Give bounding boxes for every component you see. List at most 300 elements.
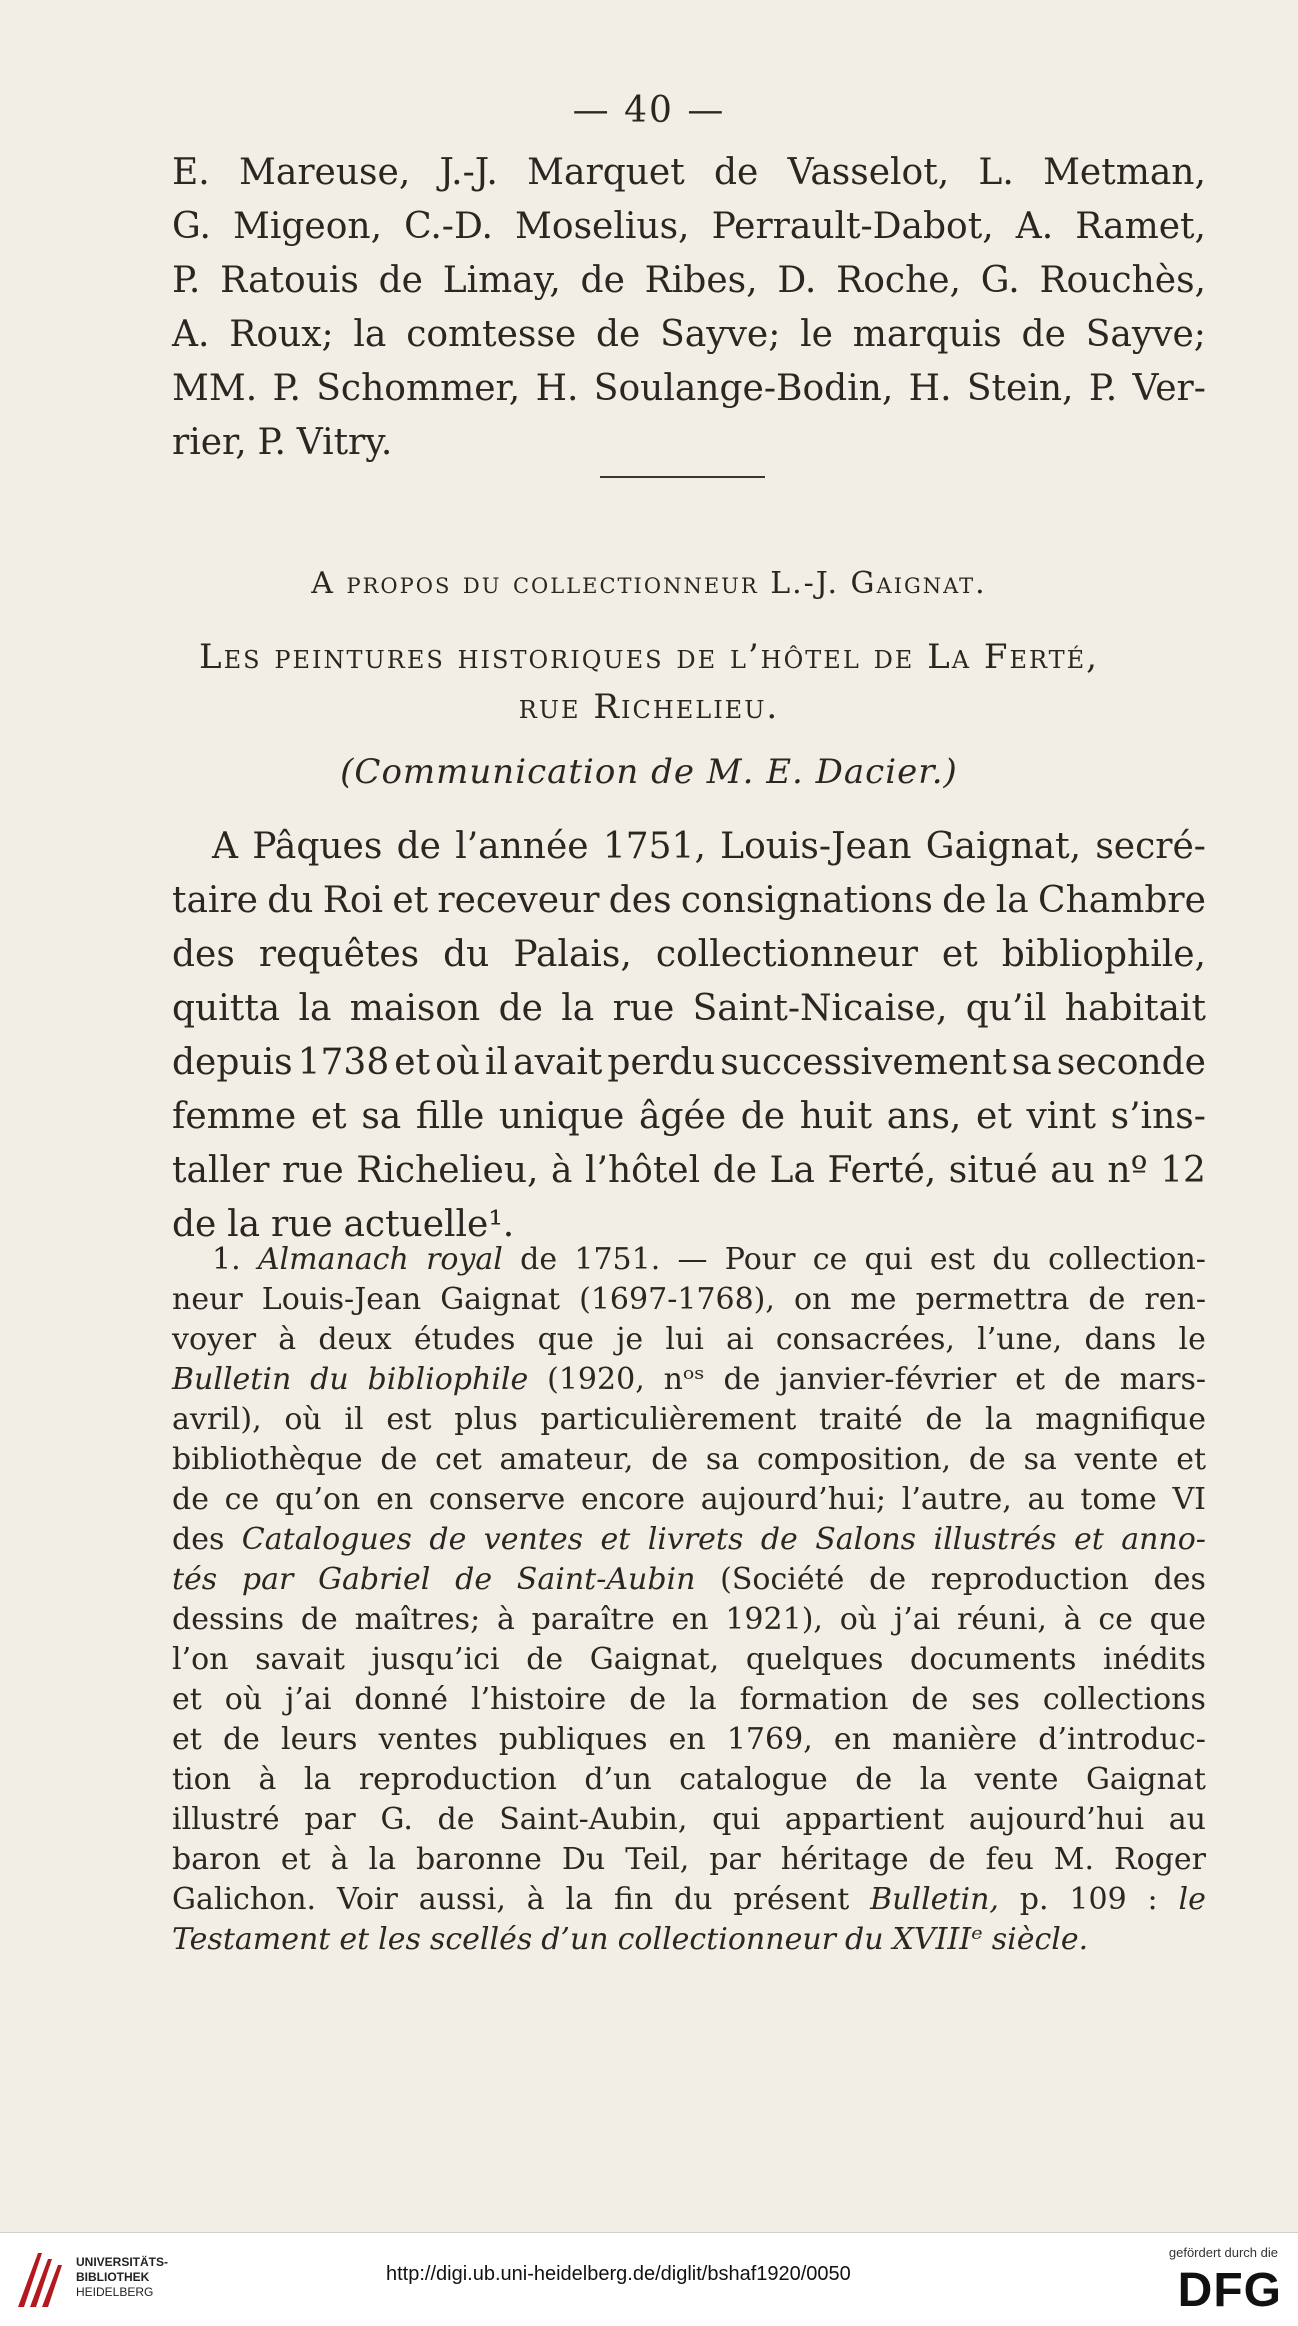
word: de [437,1802,475,1837]
word: encore [580,1482,686,1517]
footnote-line [172,1520,1206,1560]
word: l’on [172,1642,229,1677]
word: Louis-Jean [261,1282,422,1317]
word: Du [561,1842,606,1877]
word: est [929,1242,976,1277]
word: femme [172,1096,297,1137]
word: Ver- [1132,368,1206,409]
word: la [919,1762,948,1797]
word: des [172,934,235,975]
word: du [443,934,490,975]
word: catalogue [679,1762,828,1797]
word: Roi [322,880,384,921]
word: qu’on [274,1482,361,1517]
word: études [413,1322,516,1357]
word: en [668,1722,706,1757]
word: 109 [1069,1882,1127,1917]
word: à [330,1842,349,1877]
word: ventes [483,1522,583,1557]
word: héritage [780,1842,909,1877]
word: avait [513,1042,603,1083]
word: Migeon, [232,206,383,247]
word: et [172,1722,202,1757]
footnote-line [172,1440,1206,1480]
footnote [172,1240,1206,1960]
word: de [911,1682,949,1717]
word: MM. [172,368,258,409]
word: conserve [428,1482,566,1517]
word: 1751, [602,826,706,867]
body-line [172,820,1206,874]
word: de [651,1442,689,1477]
word: maîtres; [354,1602,481,1637]
body-line [172,1090,1206,1144]
word: reproduction [358,1762,557,1797]
word: Gabriel [318,1562,431,1597]
word: A. [1015,206,1054,247]
word: comtesse [406,314,577,355]
word: et [600,1522,631,1557]
word: à [278,1322,297,1357]
word: du [674,1882,713,1917]
word: collectionneur [617,1922,836,1957]
footnote-line [172,1760,1206,1800]
word: (1920, [547,1362,645,1397]
word: l’histoire [471,1682,607,1717]
word: seconde [1056,1042,1206,1083]
word: et [392,880,429,921]
word: que [537,1322,594,1357]
word: d’un [584,1762,652,1797]
communication-credit: (Communication de M. E. Dacier.) [340,752,958,792]
word: vint [1026,1096,1096,1137]
word: Testament [172,1922,331,1957]
footnote-line [172,1720,1206,1760]
word: de [713,152,759,193]
word: documents [910,1642,1077,1677]
section-heading: A propos du collectionneur L.-J. Gaignat. [311,566,987,601]
word: neur [172,1282,243,1317]
word: 1921), [725,1602,823,1637]
word: tés [172,1562,218,1597]
word: me [850,1282,897,1317]
word: traité [818,1402,903,1437]
footnote-line [172,1680,1206,1720]
word: ce [224,1482,260,1517]
word: Stein, [966,368,1074,409]
word: collection- [1048,1242,1206,1277]
word: Ramet, [1075,206,1206,247]
word: rue [282,1150,344,1191]
word: secré- [1095,826,1206,867]
word: lui [665,1322,704,1357]
word: ses [971,1682,1020,1717]
word: en [833,1722,871,1757]
word: (1697-1768), [579,1282,775,1317]
footnote-line [172,1360,1206,1400]
word: où [284,1402,322,1437]
word: âgée [638,1096,727,1137]
section-divider [600,476,765,478]
dfg-logo: DFG [1177,2264,1282,2317]
word: du [992,1242,1031,1277]
word: Roux; [229,314,334,355]
word: Saint-Nicaise, [692,988,948,1029]
word: de [760,1522,798,1557]
word: de [942,880,987,921]
word: Gaignat [440,1282,561,1317]
word: Roche, [836,260,961,301]
footnote-line [172,1240,1206,1280]
member-list-line [172,254,1206,308]
library-logo-icon [14,2249,64,2311]
word: que [1149,1602,1206,1637]
word: ai [726,1322,754,1357]
word: VI [1172,1482,1206,1517]
word: paraître [531,1602,655,1637]
word: quitta [172,988,281,1029]
word: Roger [1114,1842,1206,1877]
word: 1738 [297,1042,390,1083]
word: Gaignat [1085,1762,1206,1797]
word: manière [892,1722,1018,1757]
word: A [212,826,238,867]
word: ren- [1144,1282,1206,1317]
word: 1769, [726,1722,813,1757]
word: appartient [784,1802,945,1837]
word: deux [318,1322,392,1357]
word: je [616,1322,644,1357]
word: aujourd’hui [968,1802,1145,1837]
word: Ribes, [644,260,758,301]
word: en [376,1482,414,1517]
word: requêtes [258,934,420,975]
word: et [941,934,978,975]
word: Pâques [252,826,383,867]
word: la [298,988,332,1029]
word: plus [454,1402,518,1437]
word: Metman, [1043,152,1206,193]
word: bibliophile [367,1362,529,1397]
word: de [172,1482,209,1517]
word: de [968,1442,1006,1477]
word: la [561,988,595,1029]
word: 1. [212,1242,241,1277]
word: G. [380,1802,413,1837]
word: Moselius, [515,206,690,247]
member-list-line [172,200,1206,254]
word: Gaignat, [925,826,1082,867]
word: inédits [1102,1642,1206,1677]
word: receveur [437,880,600,921]
word: de [1088,1282,1126,1317]
footnote-line [172,1640,1206,1680]
word: rue [612,988,675,1029]
word: du [310,1362,349,1397]
word: de [629,1682,667,1717]
word: est [386,1402,432,1437]
word: les [378,1922,421,1957]
body-line [172,1036,1206,1090]
word: Sayve; [1085,314,1206,355]
word: Limay, [442,260,561,301]
word: Rouchès, [1039,260,1206,301]
word: Mareuse, [239,152,411,193]
word: la [995,880,1029,921]
word: par [304,1802,356,1837]
word: consacrées, [775,1322,955,1357]
word: nᵒˢ [663,1362,705,1397]
word: Galichon. [172,1882,317,1917]
word: baron [172,1842,261,1877]
word: Ferté, [827,1150,937,1191]
footnote-line [172,1920,1206,1960]
word: à [258,1762,277,1797]
word: Palais, [513,934,632,975]
word: Gaignat, [589,1642,720,1677]
word: il [485,1042,509,1083]
word: royal [426,1242,503,1277]
member-list-paragraph [172,146,1206,470]
word: à [526,1882,545,1917]
word: Teil, [625,1842,690,1877]
word: du [845,1922,884,1957]
word: Louis-Jean [720,826,912,867]
word: amateur, [499,1442,634,1477]
word: de [222,1722,260,1757]
word: et [172,1682,202,1717]
word: habitait [1064,988,1206,1029]
library-name: UNIVERSITÄTS- BIBLIOTHEK HEIDELBERG [76,2255,169,2299]
word: du [267,880,314,921]
word: le [1178,1322,1206,1357]
word: dessins [172,1602,285,1637]
word: Almanach [257,1242,409,1277]
word: où [435,1042,480,1083]
funding-note: gefördert durch die [1168,2245,1278,2260]
word: D. [777,260,817,301]
word: fille [415,1096,485,1137]
word: mars- [1119,1362,1206,1397]
word: depuis [172,1042,293,1083]
article-title-line-1: Les peintures historiques de l’hôtel de La Ferté, [199,637,1099,677]
word: ce [812,1242,848,1277]
word: et [339,1922,370,1957]
word: tome [1080,1482,1157,1517]
word: Soulange-Bodin, [593,368,894,409]
word: A. [172,314,210,355]
word: Voir [336,1882,398,1917]
word: et [1073,1522,1104,1557]
word: j’ai [893,1602,941,1637]
word: des [608,880,672,921]
word: et [310,1096,347,1137]
word: G. [172,206,211,247]
word: à [551,1150,573,1191]
word: s’ins- [1110,1096,1206,1137]
footnote-line [172,1320,1206,1360]
footnote-line [172,1480,1206,1520]
word: qui [712,1802,761,1837]
word: de [455,1562,493,1597]
word: au [1168,1802,1206,1837]
footnote-line [172,1800,1206,1840]
article-title-line-2: rue Richelieu. [518,687,780,727]
word: la [565,1882,593,1917]
page-number: — 40 — [572,90,726,131]
word: anno- [1121,1522,1206,1557]
word: Vasselot, [787,152,950,193]
word: d’un [541,1922,609,1957]
word: jusqu’ici [371,1642,500,1677]
word: où [224,1682,263,1717]
word: la [689,1682,717,1717]
word: présent [733,1882,850,1917]
word: vente [974,1762,1059,1797]
word: de [925,1402,963,1437]
word: aussi, [418,1882,506,1917]
word: la [985,1402,1013,1437]
word: avril), [172,1402,262,1437]
word: composition, [756,1442,952,1477]
word: P. [272,368,301,409]
word: l’année [455,826,589,867]
word: feu [985,1842,1034,1877]
word: C.-D. [404,206,493,247]
word: : [1147,1882,1158,1917]
word: de [526,1642,564,1677]
word: G. [980,260,1020,301]
word: de [855,1762,893,1797]
word: Perrault-Dabot, [711,206,994,247]
word: le [1178,1882,1206,1917]
word: à [1063,1602,1082,1637]
word: 12 [1160,1150,1206,1191]
source-url-link[interactable]: http://digi.ub.uni-heidelberg.de/diglit/bshaf1920/0050 [386,2263,851,2285]
word: et [976,1096,1012,1137]
word: illustrés [933,1522,1057,1557]
word: Catalogues [241,1522,412,1557]
word: ventes [378,1722,478,1757]
word: Pour [724,1242,796,1277]
word: P. [172,260,201,301]
word: bibliophile, [1001,934,1206,975]
word: M. [1053,1842,1095,1877]
word: P. [1088,368,1118,409]
word: l’hôtel [585,1150,701,1191]
word: unique [498,1096,625,1137]
word: de [723,1362,761,1397]
word: des [172,1522,225,1557]
word: la [227,1204,261,1245]
member-list-line [172,146,1206,200]
word: situé [948,1150,1038,1191]
word: La [769,1150,815,1191]
word: L. [978,152,1014,193]
word: Bulletin, [870,1882,999,1917]
word: j’ai [285,1682,332,1717]
word: magnifique [1035,1402,1206,1437]
word: (Société [720,1562,845,1597]
word: Vitry. [296,422,393,463]
footnote-line [172,1600,1206,1640]
word: P. [257,422,286,463]
word: et [394,1042,431,1083]
footnote-line [172,1560,1206,1600]
body-paragraph [172,820,1206,1252]
word: siècle. [991,1922,1089,1957]
word: rue [270,1204,333,1245]
word: et [280,1842,311,1877]
word: la [368,1842,396,1877]
word: scellés [429,1922,533,1957]
word: E. [172,152,210,193]
word: quelques [745,1642,884,1677]
word: Ratouis [220,260,359,301]
word: Saint-Aubin, [499,1802,688,1837]
word: janvier-février [779,1362,997,1397]
word: dans [1084,1322,1157,1357]
article-title [0,632,1298,732]
word: ans, [886,1096,962,1137]
word: huit [799,1096,873,1137]
word: le [800,314,833,355]
footnote-line [172,1280,1206,1320]
word: de [928,1842,966,1877]
word: nº [1107,1150,1148,1191]
word: vente [1074,1442,1159,1477]
word: fin [613,1882,654,1917]
word: Richelieu, [356,1150,539,1191]
word: de [498,988,543,1029]
word: baronne [415,1842,542,1877]
footnote-line [172,1400,1206,1440]
word: au [1050,1150,1095,1191]
word: formation [739,1682,889,1717]
word: taller [172,1150,270,1191]
word: sa [705,1442,740,1477]
word: l’une, [977,1322,1063,1357]
word: où [839,1602,878,1637]
word: actuelle¹. [343,1204,515,1245]
word: en [671,1602,709,1637]
word: sa [1011,1042,1052,1083]
word: p. [1019,1882,1049,1917]
word: de [1021,314,1066,355]
word: de [1063,1362,1101,1397]
body-line [172,928,1206,982]
word: J.-J. [439,152,498,193]
word: il [344,1402,364,1437]
word: qui [864,1242,913,1277]
word: la [353,314,387,355]
word: qu’il [965,988,1047,1029]
word: Bulletin [172,1362,292,1397]
word: à [496,1602,515,1637]
word: de [869,1562,907,1597]
word: voyer [172,1322,257,1357]
word: de [380,1442,418,1477]
word: par [241,1562,294,1597]
word: et [1015,1362,1046,1397]
body-line [172,874,1206,928]
word: sa [361,1096,402,1137]
word: 1751. [574,1242,661,1277]
word: et [1176,1442,1206,1477]
word: rier, [172,422,247,463]
word: de [712,1150,758,1191]
word: successivement [720,1042,1007,1083]
